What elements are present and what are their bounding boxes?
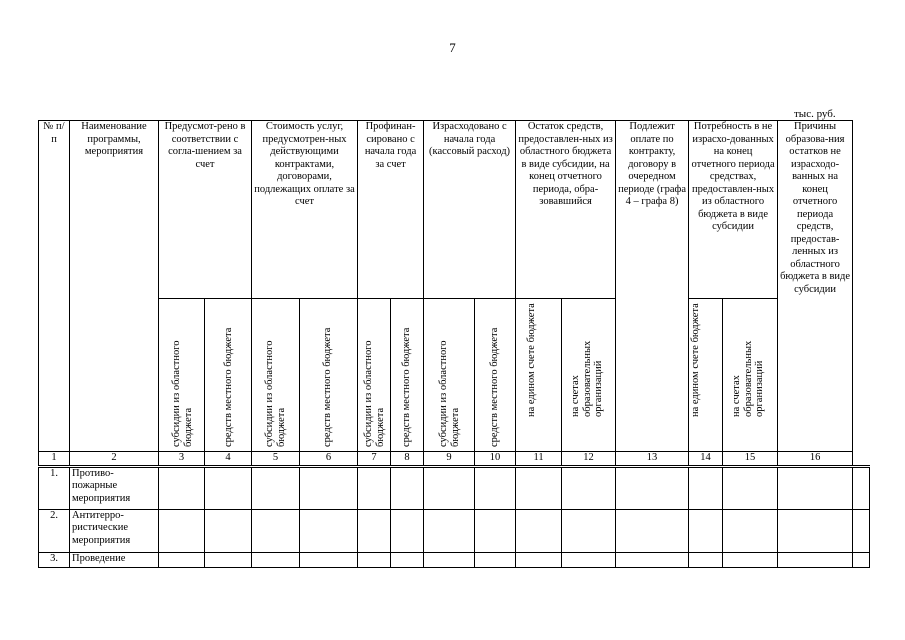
header-cost: Стоимость услуг, предусмотрен-ных действующими контрактами, договорами, подлежащих оплате за счет [252, 121, 358, 299]
data-cell[interactable] [475, 552, 516, 567]
row-number: 3. [39, 552, 70, 567]
data-cell[interactable] [516, 552, 562, 567]
data-cell[interactable] [853, 552, 870, 567]
col-number: 4 [205, 452, 252, 467]
data-cell[interactable] [689, 509, 723, 552]
sub-single-14: на едином счете бюджета [689, 299, 723, 452]
data-cell[interactable] [723, 509, 778, 552]
report-table [38, 120, 870, 568]
col-number: 5 [252, 452, 300, 467]
data-cell[interactable] [391, 552, 424, 567]
row-number: 1. [39, 466, 70, 509]
data-cell[interactable] [391, 466, 424, 509]
data-cell[interactable] [252, 552, 300, 567]
data-cell[interactable] [205, 552, 252, 567]
data-cell[interactable] [424, 509, 475, 552]
data-cell[interactable] [159, 466, 205, 509]
data-cell[interactable] [252, 466, 300, 509]
data-cell[interactable] [689, 466, 723, 509]
data-cell[interactable] [358, 509, 391, 552]
col-number: 1 [39, 452, 70, 467]
data-cell[interactable] [475, 466, 516, 509]
sub-local-4: средств местного бюджета [205, 299, 252, 452]
header-financed: Профинан-сировано с начала года за счет [358, 121, 424, 299]
header-provided: Предусмот-рено в соответствии с согла-шением за счет [159, 121, 252, 299]
data-cell[interactable] [853, 509, 870, 552]
data-cell[interactable] [616, 509, 689, 552]
header-program: Наименование программы, мероприятия [70, 121, 159, 452]
sub-subsidy-9: субсидии из областного бюджета [424, 299, 475, 452]
header-num: № п/п [39, 121, 70, 452]
col-number: 10 [475, 452, 516, 467]
sub-local-10: средств местного бюджета [475, 299, 516, 452]
data-cell[interactable] [358, 552, 391, 567]
sub-subsidy-3: субсидии из областного бюджета [159, 299, 205, 452]
row-name: Проведение [70, 552, 159, 567]
data-cell[interactable] [562, 552, 616, 567]
data-cell[interactable] [616, 552, 689, 567]
data-cell[interactable] [562, 509, 616, 552]
sub-local-8: средств местного бюджета [391, 299, 424, 452]
col-number: 7 [358, 452, 391, 467]
row-name: Противо-пожарные мероприятия [70, 466, 159, 509]
data-cell[interactable] [616, 466, 689, 509]
data-cell[interactable] [778, 552, 853, 567]
data-cell[interactable] [205, 466, 252, 509]
sub-subsidy-5: субсидии из областного бюджета [252, 299, 300, 452]
col-number: 13 [616, 452, 689, 467]
page-number: 7 [449, 40, 456, 55]
col-number: 2 [70, 452, 159, 467]
row-name: Антитерро-ристические мероприятия [70, 509, 159, 552]
col-number: 15 [723, 452, 778, 467]
header-need: Потребность в не израсхо-дованных на конец отчетного периода средствах, предоставлен-ных из областного бюджета в виде субсидии [689, 121, 778, 299]
col-number: 16 [778, 452, 853, 467]
data-cell[interactable] [516, 466, 562, 509]
data-cell[interactable] [358, 466, 391, 509]
header-balance: Остаток средств, предоставлен-ных из областного бюджета в виде субсидии, на конец отчетного периода, обра-зовавшийся [516, 121, 616, 299]
sub-orgs-15: на счетах образовательных организаций [723, 299, 778, 452]
col-number: 11 [516, 452, 562, 467]
data-cell[interactable] [159, 509, 205, 552]
data-cell[interactable] [159, 552, 205, 567]
col-number: 12 [562, 452, 616, 467]
header-payable: Подлежит оплате по контракту, договору в очередном периоде (графа 4 – графа 8) [616, 121, 689, 452]
data-cell[interactable] [562, 466, 616, 509]
data-cell[interactable] [689, 552, 723, 567]
units-label: тыс. руб. [794, 108, 836, 120]
data-cell[interactable] [300, 466, 358, 509]
data-cell[interactable] [853, 466, 870, 509]
sub-single-11: на едином счете бюджета [516, 299, 562, 452]
col-number: 14 [689, 452, 723, 467]
col-number: 3 [159, 452, 205, 467]
data-cell[interactable] [391, 509, 424, 552]
header-spent: Израсходовано с начала года (кассовый расход) [424, 121, 516, 299]
data-cell[interactable] [205, 509, 252, 552]
col-number: 6 [300, 452, 358, 467]
row-number: 2. [39, 509, 70, 552]
data-cell[interactable] [475, 509, 516, 552]
sub-local-6: средств местного бюджета [300, 299, 358, 452]
data-cell[interactable] [778, 509, 853, 552]
data-cell[interactable] [516, 509, 562, 552]
data-cell[interactable] [300, 552, 358, 567]
sub-subsidy-7: субсидии из областного бюджета [358, 299, 391, 452]
col-number: 8 [391, 452, 424, 467]
sub-orgs-12: на счетах образовательных организаций [562, 299, 616, 452]
data-cell[interactable] [424, 466, 475, 509]
data-cell[interactable] [424, 552, 475, 567]
data-cell[interactable] [778, 466, 853, 509]
data-cell[interactable] [300, 509, 358, 552]
data-cell[interactable] [252, 509, 300, 552]
col-number: 9 [424, 452, 475, 467]
data-cell[interactable] [723, 552, 778, 567]
header-reasons: Причины образова-ния остатков не израсходо-ванных на конец отчетного периода средств, предостав-ленных из областного бюджета в виде субсидии [778, 121, 853, 452]
data-cell[interactable] [723, 466, 778, 509]
